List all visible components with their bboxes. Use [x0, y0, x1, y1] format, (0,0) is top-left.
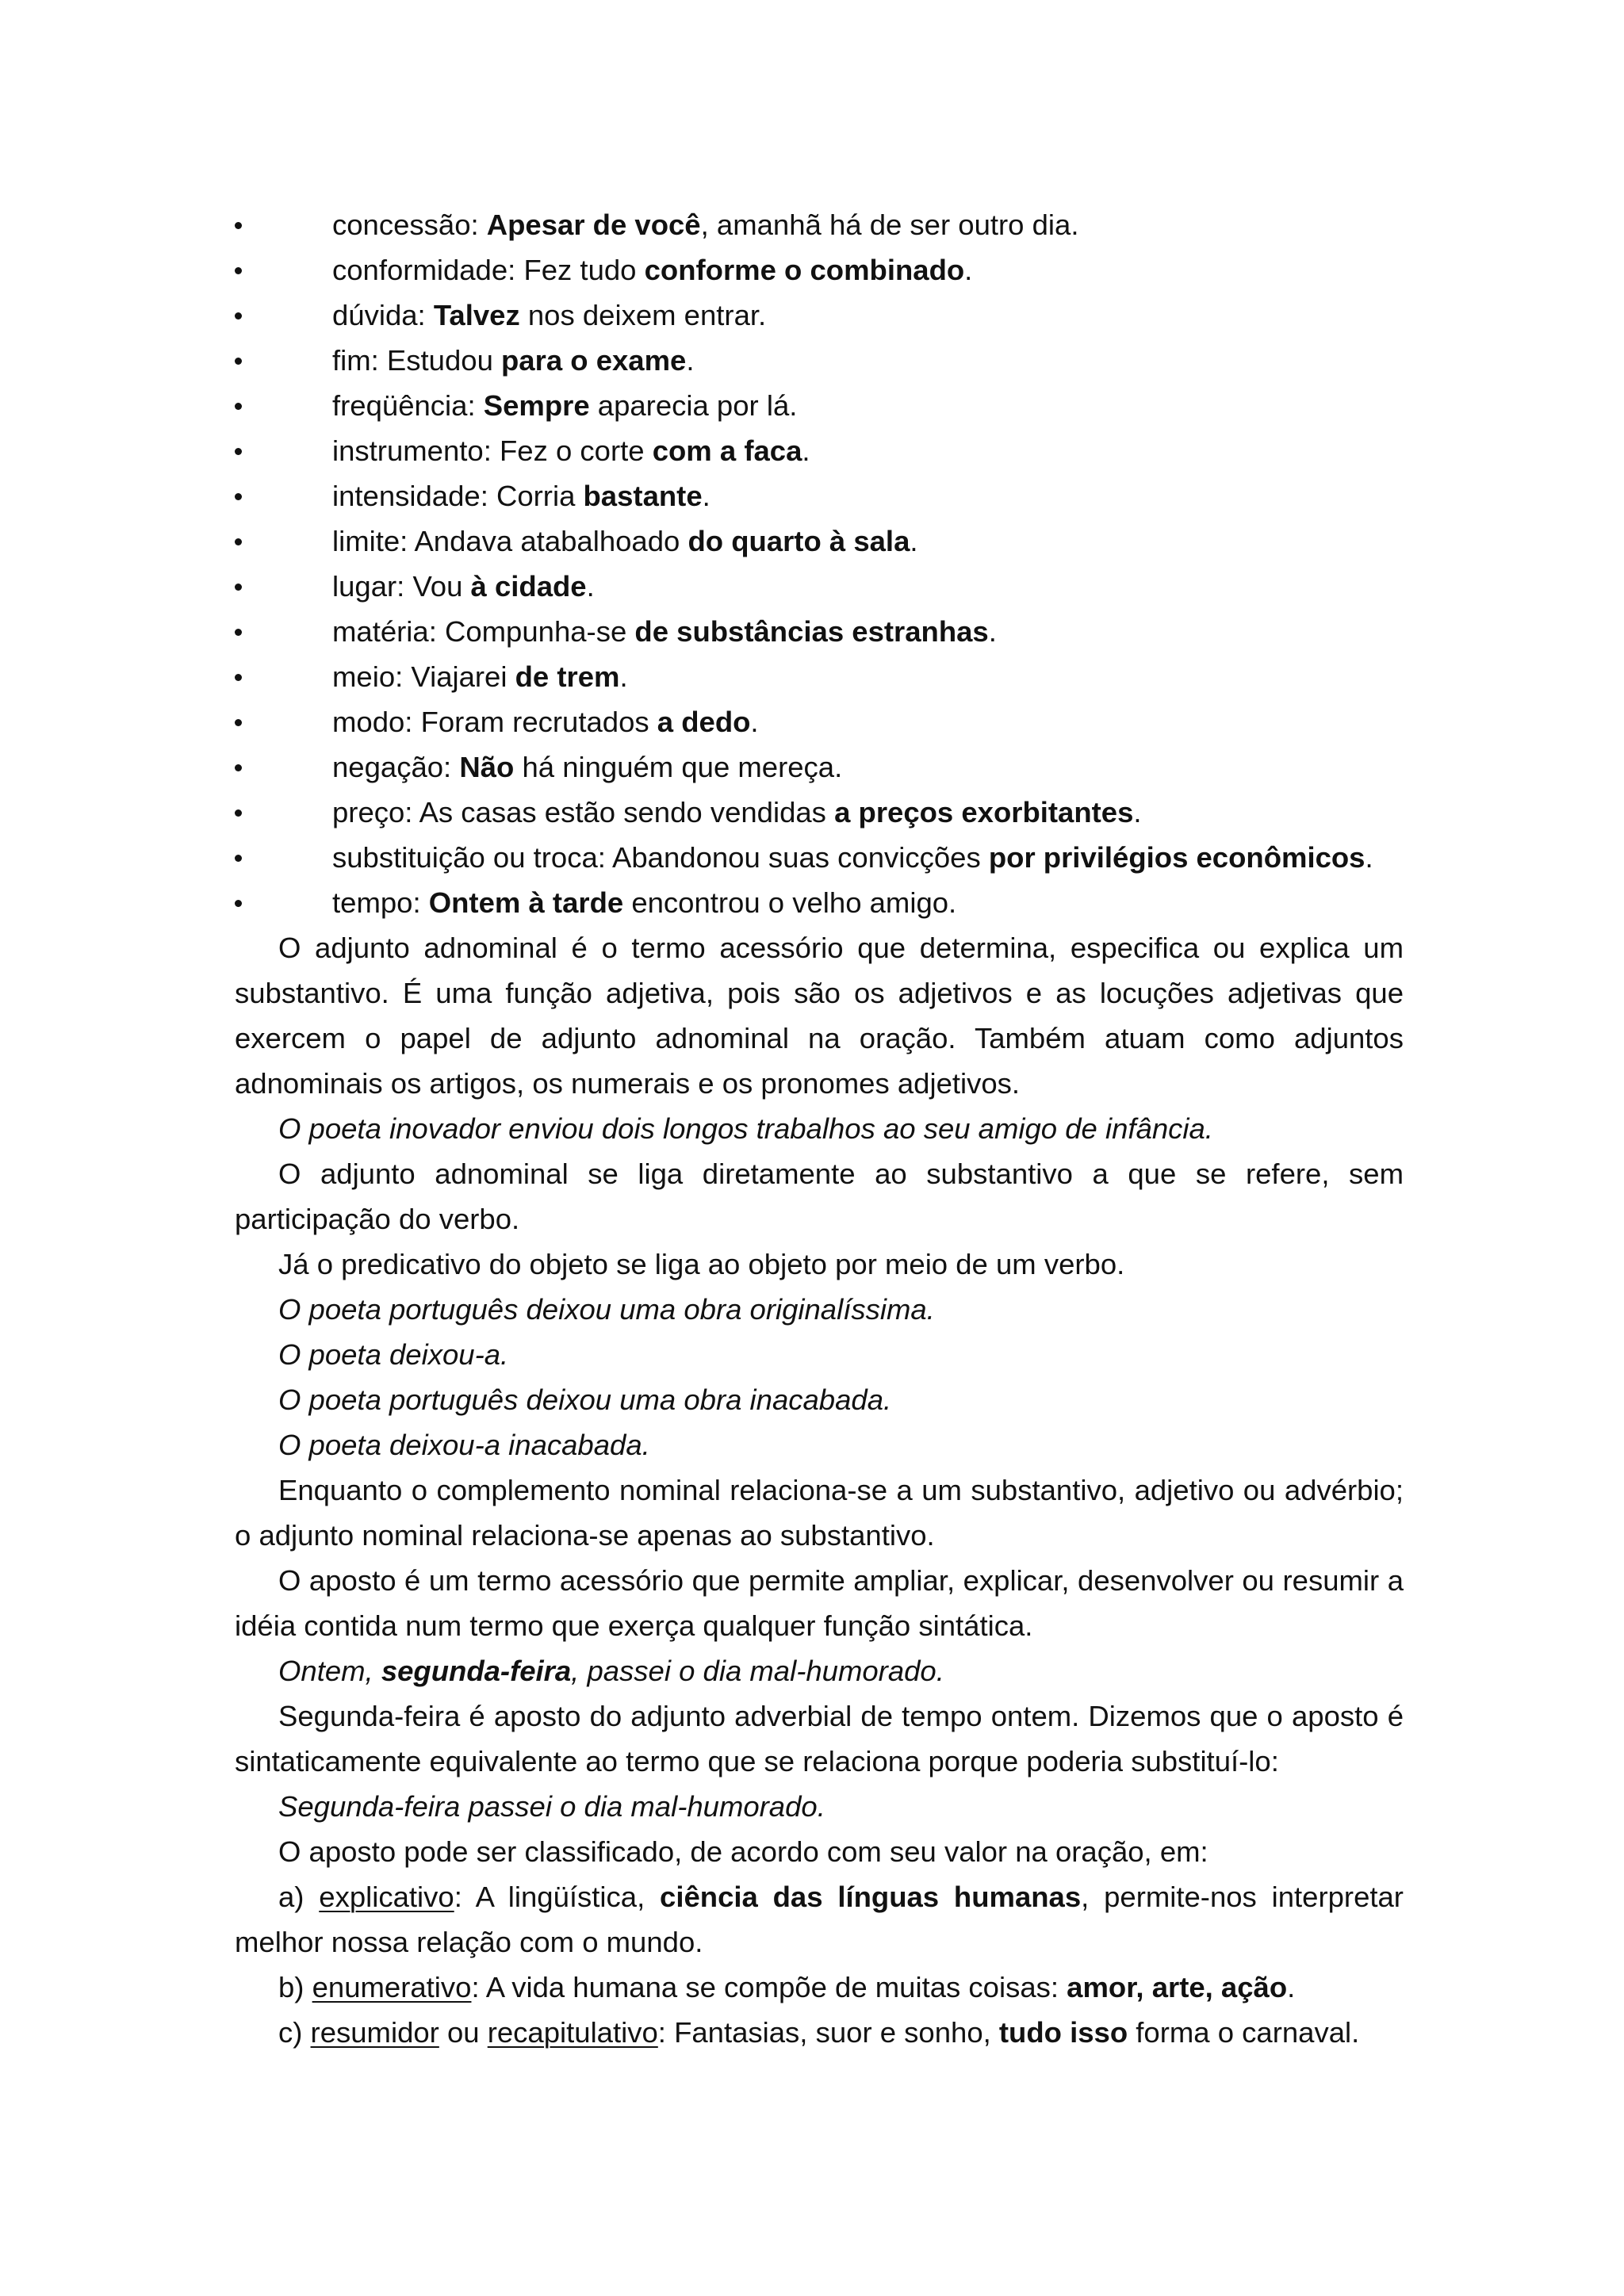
item-emphasis: para o exame	[501, 344, 687, 377]
example-text: forma o carnaval.	[1128, 2016, 1360, 2049]
example-sentence	[235, 1648, 1404, 1693]
list-item	[235, 790, 1404, 835]
example-emphasis: ciência das línguas humanas	[660, 1881, 1082, 1913]
adnominal-link-paragraph: O adjunto adnominal se liga diretamente ao substantivo a que se refere, sem participação do verbo.	[235, 1158, 1404, 1235]
item-text: .	[619, 660, 628, 693]
explicativo-paragraph	[235, 1874, 1404, 1965]
bullet-icon	[235, 312, 242, 320]
complemento-nominal-paragraph: Enquanto o complemento nominal relaciona-se a um substantivo, adjetivo ou advérbio; o adjunto nominal relaciona-se apenas ao substantivo.	[235, 1474, 1404, 1552]
item-emphasis: de substâncias estranhas	[634, 615, 989, 648]
example-text: Ontem,	[278, 1655, 381, 1687]
example-emphasis: tudo isso	[998, 2016, 1128, 2049]
list-item	[235, 609, 1404, 654]
example-text: : A lingüística,	[454, 1881, 661, 1913]
item-text: concessão:	[332, 209, 487, 241]
item-emphasis: bastante	[583, 480, 703, 512]
item-text: .	[702, 480, 710, 512]
example-text: : A vida humana se compõe de muitas coisas:	[471, 1971, 1067, 2003]
adnominal-definition-paragraph: O adjunto adnominal é o termo acessório que determina, especifica ou explica um substantivo. É uma função adjetiva, pois são os adjetivos e as locuções adjetivas que exercem o papel de adjunto adnominal na oração. Também atuam como adjuntos adnominais os artigos, os numerais e os pronomes adjetivos.	[235, 932, 1404, 1100]
item-letter: b)	[278, 1971, 312, 2003]
list-item	[235, 699, 1404, 744]
item-text: conformidade: Fez tudo	[332, 254, 645, 286]
item-emphasis: por privilégios econômicos	[988, 841, 1365, 874]
term-underlined: explicativo	[319, 1881, 454, 1913]
list-item	[235, 428, 1404, 473]
example-text: , permite-nos interpretar melhor nossa relação com o mundo.	[235, 1881, 1404, 1958]
bullet-icon	[235, 267, 242, 274]
item-text: instrumento: Fez o corte	[332, 434, 653, 467]
item-text: .	[686, 344, 695, 377]
item-emphasis: conforme o combinado	[644, 254, 965, 286]
item-text: .	[988, 615, 997, 648]
list-item	[235, 293, 1404, 338]
list-item	[235, 202, 1404, 247]
item-text: .	[964, 254, 973, 286]
list-item	[235, 744, 1404, 790]
document-body	[235, 202, 1404, 2055]
item-text: matéria: Compunha-se	[332, 615, 635, 648]
example-sentence: Segunda-feira passei o dia mal-humorado.	[278, 1790, 825, 1823]
list-item	[235, 654, 1404, 699]
item-emphasis: Apesar de você	[486, 209, 701, 241]
item-text: .	[1365, 841, 1373, 874]
classification-paragraph: O aposto pode ser classificado, de acordo com seu valor na oração, em:	[278, 1835, 1208, 1868]
example-sentence: O poeta deixou-a.	[278, 1338, 509, 1371]
bullet-icon	[235, 358, 242, 365]
list-item	[235, 338, 1404, 383]
bullet-icon	[235, 809, 242, 817]
item-text: .	[1133, 796, 1142, 828]
item-text: modo: Foram recrutados	[332, 706, 657, 738]
bullet-icon	[235, 538, 242, 545]
item-emphasis: a preços exorbitantes	[834, 796, 1134, 828]
bullet-icon	[235, 855, 242, 862]
item-text: , amanhã há de ser outro dia.	[700, 209, 1079, 241]
bullet-icon	[235, 674, 242, 681]
item-emphasis: do quarto à sala	[688, 525, 910, 557]
adverbial-circumstance-list	[235, 202, 1404, 925]
item-letter: c)	[278, 2016, 311, 2049]
item-text: .	[750, 706, 759, 738]
term-underlined: resumidor	[310, 2016, 439, 2049]
example-sentence: O poeta português deixou uma obra originalíssima.	[278, 1293, 935, 1326]
item-text: .	[586, 570, 595, 603]
example-sentence: O poeta inovador enviou dois longos trabalhos ao seu amigo de infância.	[278, 1112, 1213, 1145]
aposto-definition-paragraph: O aposto é um termo acessório que permite ampliar, explicar, desenvolver ou resumir a idéia contida num termo que exerça qualquer função sintática.	[235, 1564, 1404, 1642]
item-text: freqüência:	[332, 389, 484, 422]
item-emphasis: com a faca	[652, 434, 802, 467]
bullet-icon	[235, 900, 242, 907]
item-text: fim: Estudou	[332, 344, 502, 377]
example-emphasis: amor, arte, ação	[1067, 1971, 1288, 2003]
example-text: .	[1287, 1971, 1296, 2003]
bullet-icon	[235, 403, 242, 410]
resumidor-paragraph	[235, 2010, 1404, 2055]
item-text: negação:	[332, 751, 460, 783]
list-item	[235, 473, 1404, 519]
item-text: lugar: Vou	[332, 570, 471, 603]
item-text: .	[910, 525, 918, 557]
item-text: nos deixem entrar.	[519, 299, 767, 331]
item-text: intensidade: Corria	[332, 480, 584, 512]
item-emphasis: Ontem à tarde	[428, 886, 624, 919]
connector-text: ou	[439, 2016, 488, 2049]
example-sentence: O poeta deixou-a inacabada.	[278, 1429, 650, 1461]
item-text: há ninguém que mereça.	[514, 751, 843, 783]
item-emphasis: Sempre	[483, 389, 590, 422]
item-text: tempo:	[332, 886, 429, 919]
list-item	[235, 519, 1404, 564]
list-item	[235, 564, 1404, 609]
list-item	[235, 835, 1404, 880]
term-underlined: recapitulativo	[487, 2016, 658, 2049]
item-emphasis: Talvez	[433, 299, 520, 331]
list-item	[235, 880, 1404, 925]
bullet-icon	[235, 493, 242, 500]
example-text: : Fantasias, suor e sonho,	[657, 2016, 999, 2049]
segunda-feira-paragraph: Segunda-feira é aposto do adjunto adverbial de tempo ontem. Dizemos que o aposto é sintaticamente equivalente ao termo que se relaciona porque poderia substituí-lo:	[235, 1700, 1404, 1777]
enumerativo-paragraph	[235, 1965, 1404, 2010]
bullet-icon	[235, 764, 242, 771]
item-text: substituição ou troca: Abandonou suas convicções	[332, 841, 989, 874]
item-text: dúvida:	[332, 299, 434, 331]
item-emphasis: de trem	[515, 660, 620, 693]
item-emphasis: Não	[459, 751, 515, 783]
list-item	[235, 247, 1404, 293]
list-item	[235, 383, 1404, 428]
item-text: encontrou o velho amigo.	[623, 886, 957, 919]
item-text: meio: Viajarei	[332, 660, 515, 693]
item-letter: a)	[278, 1881, 320, 1913]
example-text: , passei o dia mal-humorado.	[571, 1655, 944, 1687]
example-emphasis: segunda-feira	[381, 1655, 572, 1687]
item-emphasis: a dedo	[657, 706, 751, 738]
bullet-icon	[235, 584, 242, 591]
item-emphasis: à cidade	[470, 570, 587, 603]
bullet-icon	[235, 448, 242, 455]
item-text: limite: Andava atabalhoado	[332, 525, 688, 557]
item-text: aparecia por lá.	[589, 389, 798, 422]
item-text: preço: As casas estão sendo vendidas	[332, 796, 835, 828]
term-underlined: enumerativo	[312, 1971, 472, 2003]
bullet-icon	[235, 222, 242, 229]
bullet-icon	[235, 719, 242, 726]
predicativo-paragraph: Já o predicativo do objeto se liga ao objeto por meio de um verbo.	[278, 1248, 1125, 1280]
example-sentence: O poeta português deixou uma obra inacabada.	[278, 1383, 892, 1416]
bullet-icon	[235, 629, 242, 636]
item-text: .	[802, 434, 810, 467]
